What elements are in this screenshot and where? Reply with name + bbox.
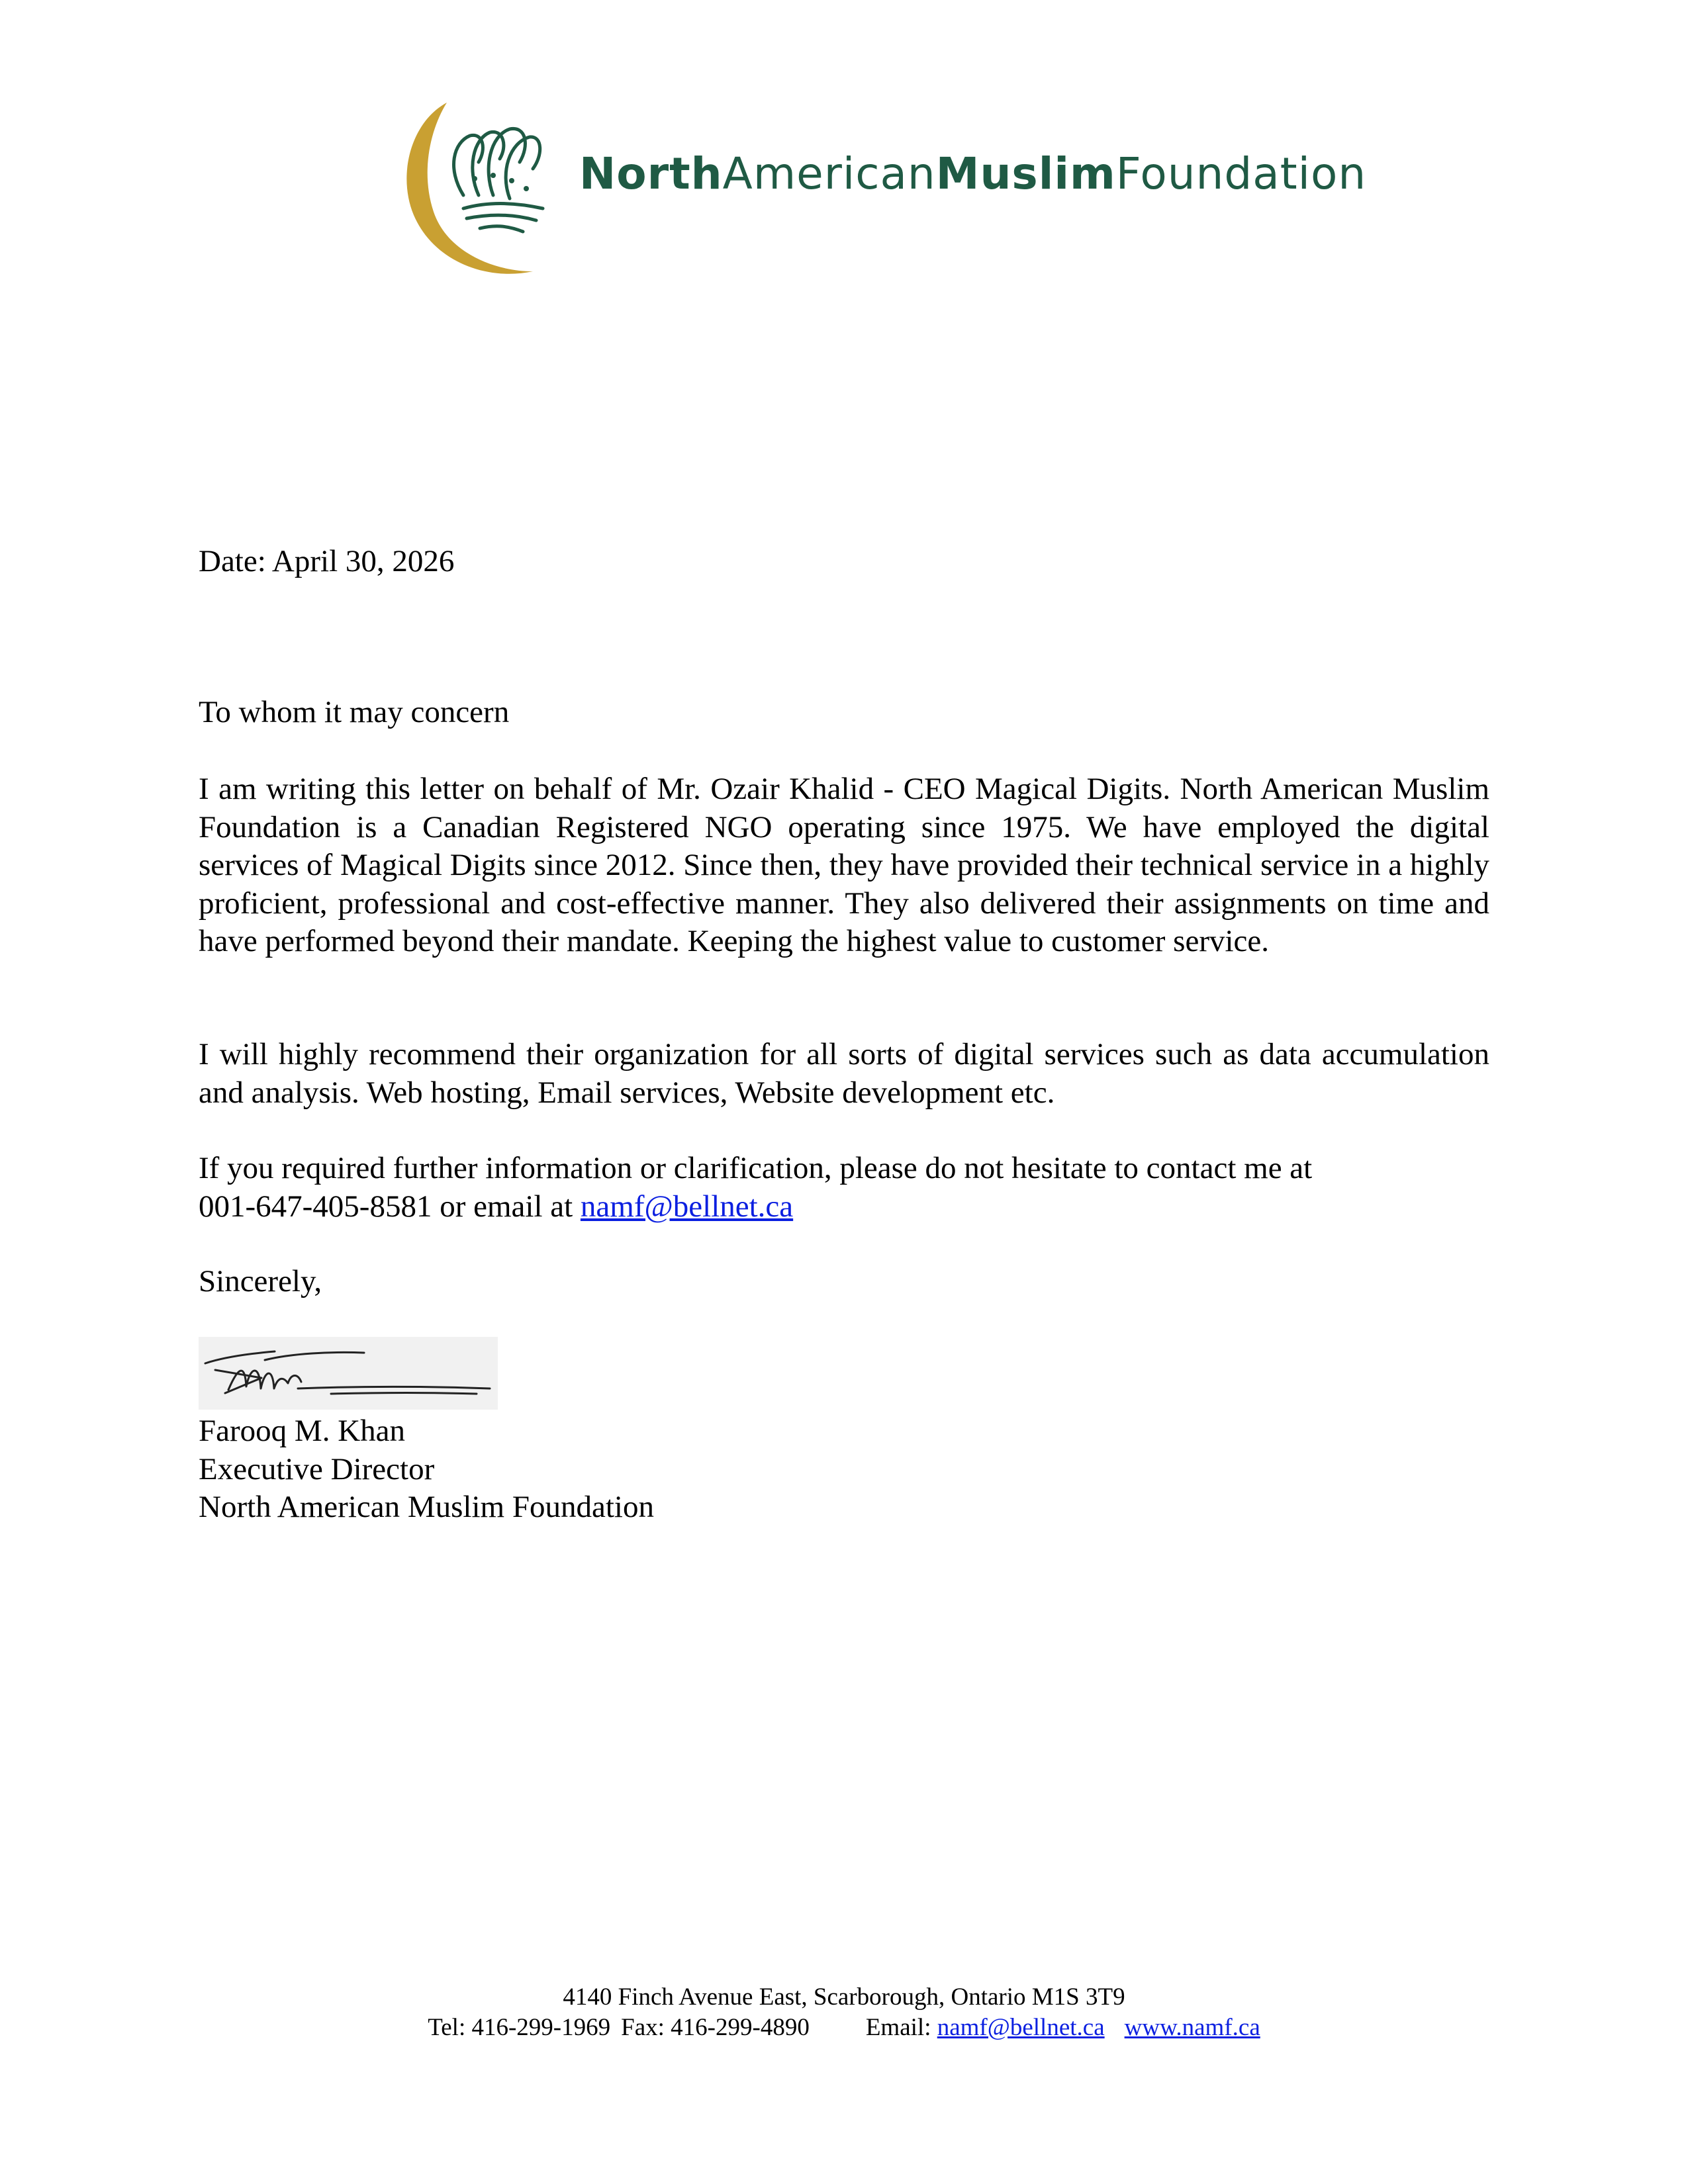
- contact-email-link[interactable]: namf@bellnet.ca: [580, 1189, 794, 1224]
- salutation: To whom it may concern: [199, 695, 510, 729]
- paragraph-3-line-1: If you required further information or clarification, please do not hesitate to contact me at: [199, 1151, 1313, 1185]
- letterhead: [400, 96, 1367, 281]
- org-name-north: North: [579, 148, 723, 199]
- crescent-calligraphy-logo-icon: [400, 96, 592, 281]
- org-name-foundation: Foundation: [1115, 148, 1367, 199]
- footer-contact: [0, 2013, 1688, 2043]
- body-paragraph-3: [199, 1150, 1489, 1226]
- footer-fax: Fax: 416-299-4890: [621, 2014, 810, 2041]
- org-wordmark: [579, 148, 1367, 199]
- footer-email-link[interactable]: namf@bellnet.ca: [937, 2014, 1105, 2041]
- body-paragraph-2: [199, 1036, 1489, 1112]
- signer-title: Executive Director: [199, 1451, 435, 1486]
- body-paragraph-1: [199, 770, 1489, 961]
- paragraph-1-text: I am writing this letter on behalf of Mr. Ozair Khalid - CEO Magical Digits. North American Muslim Foundation is a Canadian Registered NGO operating since 1975. We have employed the digital services of Magical Digits since 2012. Since then, they have provided their technical service in a highly proficient, professional and cost-effective manner. They also delivered their assignments on time and have performed beyond their mandate. Keeping the highest value to customer service.: [199, 772, 1489, 958]
- signer-block: [199, 1412, 1489, 1527]
- signer-name: Farooq M. Khan: [199, 1414, 405, 1448]
- org-name-american: American: [722, 148, 936, 199]
- org-name-muslim: Muslim: [935, 148, 1116, 199]
- footer-tel: Tel: 416-299-1969: [428, 2014, 611, 2041]
- paragraph-2-text: I will highly recommend their organization for all sorts of digital services such as data accumulation and analysis. Web hosting, Email services, Website development etc.: [199, 1037, 1489, 1110]
- paragraph-3-line-2: [199, 1188, 1489, 1226]
- footer-address: 4140 Finch Avenue East, Scarborough, Ontario M1S 3T9: [563, 1983, 1125, 2011]
- closing: Sincerely,: [199, 1264, 322, 1298]
- letter-date: Date: April 30, 2026: [199, 544, 455, 578]
- footer-email-label: Email:: [865, 2014, 931, 2041]
- contact-phone-text: 001-647-405-8581 or email at: [199, 1189, 581, 1224]
- footer-website-link[interactable]: www.namf.ca: [1124, 2014, 1260, 2041]
- signer-organization: North American Muslim Foundation: [199, 1490, 654, 1524]
- handwritten-signature: [199, 1337, 498, 1410]
